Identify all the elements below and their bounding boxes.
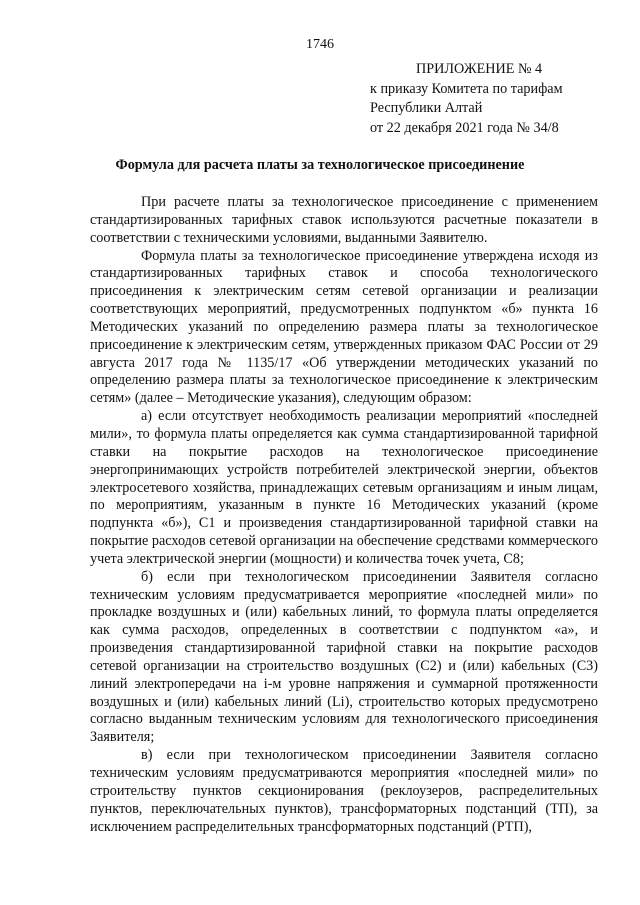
appendix-title: ПРИЛОЖЕНИЕ № 4 [416, 61, 543, 77]
paragraph: а) если отсутствует необходимость реализации мероприятий «последней мили», то формула платы определяется как сумма стандартизированной тарифной ставки на покрытие расходов на технологическое присоединение энергопринимающих устройств потребителей электрической энергии, объектов электросетевого хозяйства, принадлежащих сетевым организациям и иным лицам, по мероприятиям, указанным в пункте 16 Методических указаний (кроме подпункта «б»), С1 и произведения стандартизированной тарифной ставки на покрытие расходов сетевой организации на обеспечение средствами коммерческого учета электрической энергии (мощности) и количества точек учета, С8; [90, 408, 598, 567]
paragraph: При расчете платы за технологическое присоединение с применением стандартизированных тарифных ставок используются расчетные показатели в соответствии с техническими условиями, выданными Заявителю. [90, 194, 598, 246]
paragraph: Формула платы за технологическое присоединение утверждена исходя из стандартизированных тарифных ставок и способа технологического присоединения к электрическим сетям сетевой организации и реализации соответствующих мероприятий, предусмотренных подпунктом «б» пункта 16 Методических указаний по определению размера платы за технологическое присоединение к электрическим сетям, утвержденных приказом ФАС России от 29 августа 2017 года № 1135/17 «Об утверждении методических указаний по определению размера платы за технологическое присоединение к электрическим сетям» (далее – Методические указания), следующим образом: [90, 247, 598, 407]
appendix-line: Республики Алтай [370, 100, 483, 116]
document-heading: Формула для расчета платы за технологическое присоединение [115, 157, 525, 173]
paragraph: в) если при технологическом присоединении Заявителя согласно техническим условиям предусматриваются мероприятия «последней мили» по строительству пунктов секционирования (реклоузеров, распределительных пунктов, переключательных пунктов), трансформаторных подстанций (ТП), за исключением распределительных трансформаторных подстанций (РТП), [90, 747, 598, 835]
paragraph: б) если при технологическом присоединении Заявителя согласно техническим условиям предусматривается мероприятие «последней мили» по прокладке воздушных и (или) кабельных линий, то формула платы определяется как сумма расходов, определенных в соответствии с подпунктом «а», и произведения стандартизированной тарифной ставки на покрытие расходов сетевой организации на строительство воздушных (С2) и (или) кабельных (С3) линий электропередачи на i-м уровне напряжения и суммарной протяженности воздушных и (или) кабельных линий (Li), строительство которых предусмотрено согласно выданным техническим условиям для технологического присоединения Заявителя; [90, 568, 598, 746]
appendix-line: от 22 декабря 2021 года № 34/8 [370, 119, 559, 136]
appendix-block [370, 60, 563, 138]
appendix-line: к приказу Комитета по тарифам [370, 80, 563, 97]
document-body [90, 194, 598, 836]
page-number: 1746 [306, 37, 334, 52]
